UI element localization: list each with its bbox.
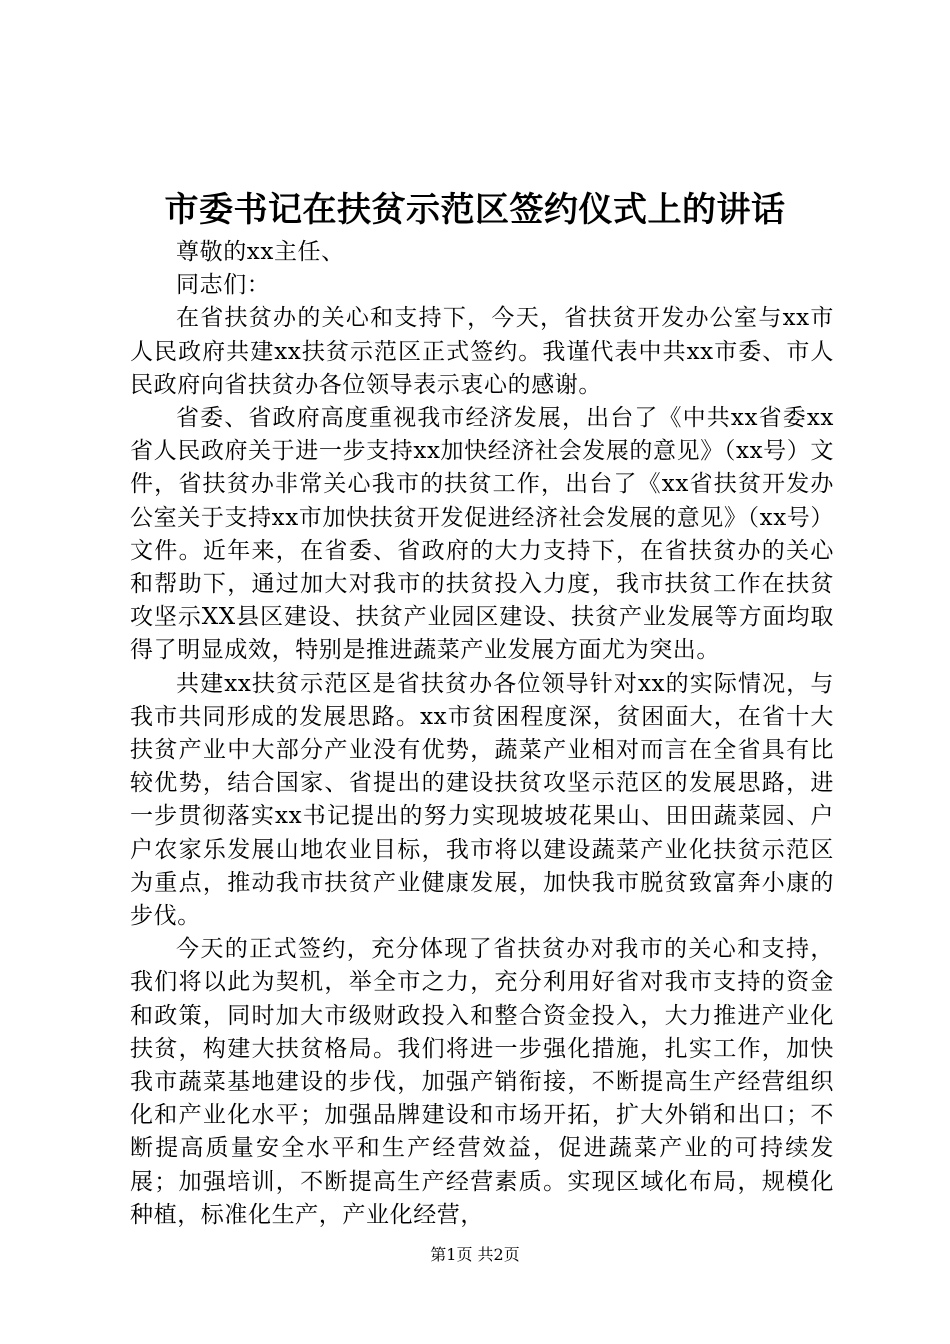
body-paragraph: 在省扶贫办的关心和支持下，今天，省扶贫开发办公室与xx市人民政府共建xx扶贫示范区正式签约。我谨代表中共xx市委、市人民政府向省扶贫办各位领导表示衷心的感谢。 [130,305,834,398]
document-body [130,236,834,1232]
body-paragraph: 共建xx扶贫示范区是省扶贫办各位领导针对xx的实际情况，与我市共同形成的发展思路。xx市贫困程度深，贫困面大，在省十大扶贫产业中大部分产业没有优势，蔬菜产业相对而言在全省具有比较优势，结合国家、省提出的建设扶贫攻坚示范区的发展思路，进一步贯彻落实xx书记提出的努力实现坡坡花果山、田田蔬菜园、户户农家乐发展山地农业目标，我市将以建设蔬菜产业化扶贫示范区为重点，推动我市扶贫产业健康发展，加快我市脱贫致富奔小康的步伐。 [130,670,834,930]
salutation-line: 同志们： [176,272,271,299]
salutation-line: 尊敬的xx主任、 [176,239,345,265]
document-title: 市委书记在扶贫示范区签约仪式上的讲话 [164,190,786,230]
body-paragraph: 省委、省政府高度重视我市经济发展，出台了《中共xx省委xx省人民政府关于进一步支持xx加快经济社会发展的意见》（xx号）文件，省扶贫办非常关心我市的扶贫工作，出台了《xx省扶贫开发办公室关于支持xx市加快扶贫开发促进经济社会发展的意见》（xx号）文件。近年来，在省委、省政府的大力支持下，在省扶贫办的关心和帮助下，通过加大对我市的扶贫投入力度，我市扶贫工作在扶贫攻坚示XX县区建设、扶贫产业园区建设、扶贫产业发展等方面均取得了明显成效，特别是推进蔬菜产业发展方面尤为突出。 [130,405,834,664]
page-footer: 第1页 共2页 [430,1245,520,1264]
body-paragraph: 今天的正式签约，充分体现了省扶贫办对我市的关心和支持，我们将以此为契机，举全市之力，充分利用好省对我市支持的资金和政策，同时加大市级财政投入和整合资金投入，大力推进产业化扶贫，构建大扶贫格局。我们将进一步强化措施，扎实工作，加快我市蔬菜基地建设的步伐，加强产销衔接，不断提高生产经营组织化和产业化水平；加强品牌建设和市场开拓，扩大外销和出口；不断提高质量安全水平和生产经营效益，促进蔬菜产业的可持续发展；加强培训，不断提高生产经营素质。实现区域化布局，规模化种植，标准化生产，产业化经营， [130,936,834,1228]
